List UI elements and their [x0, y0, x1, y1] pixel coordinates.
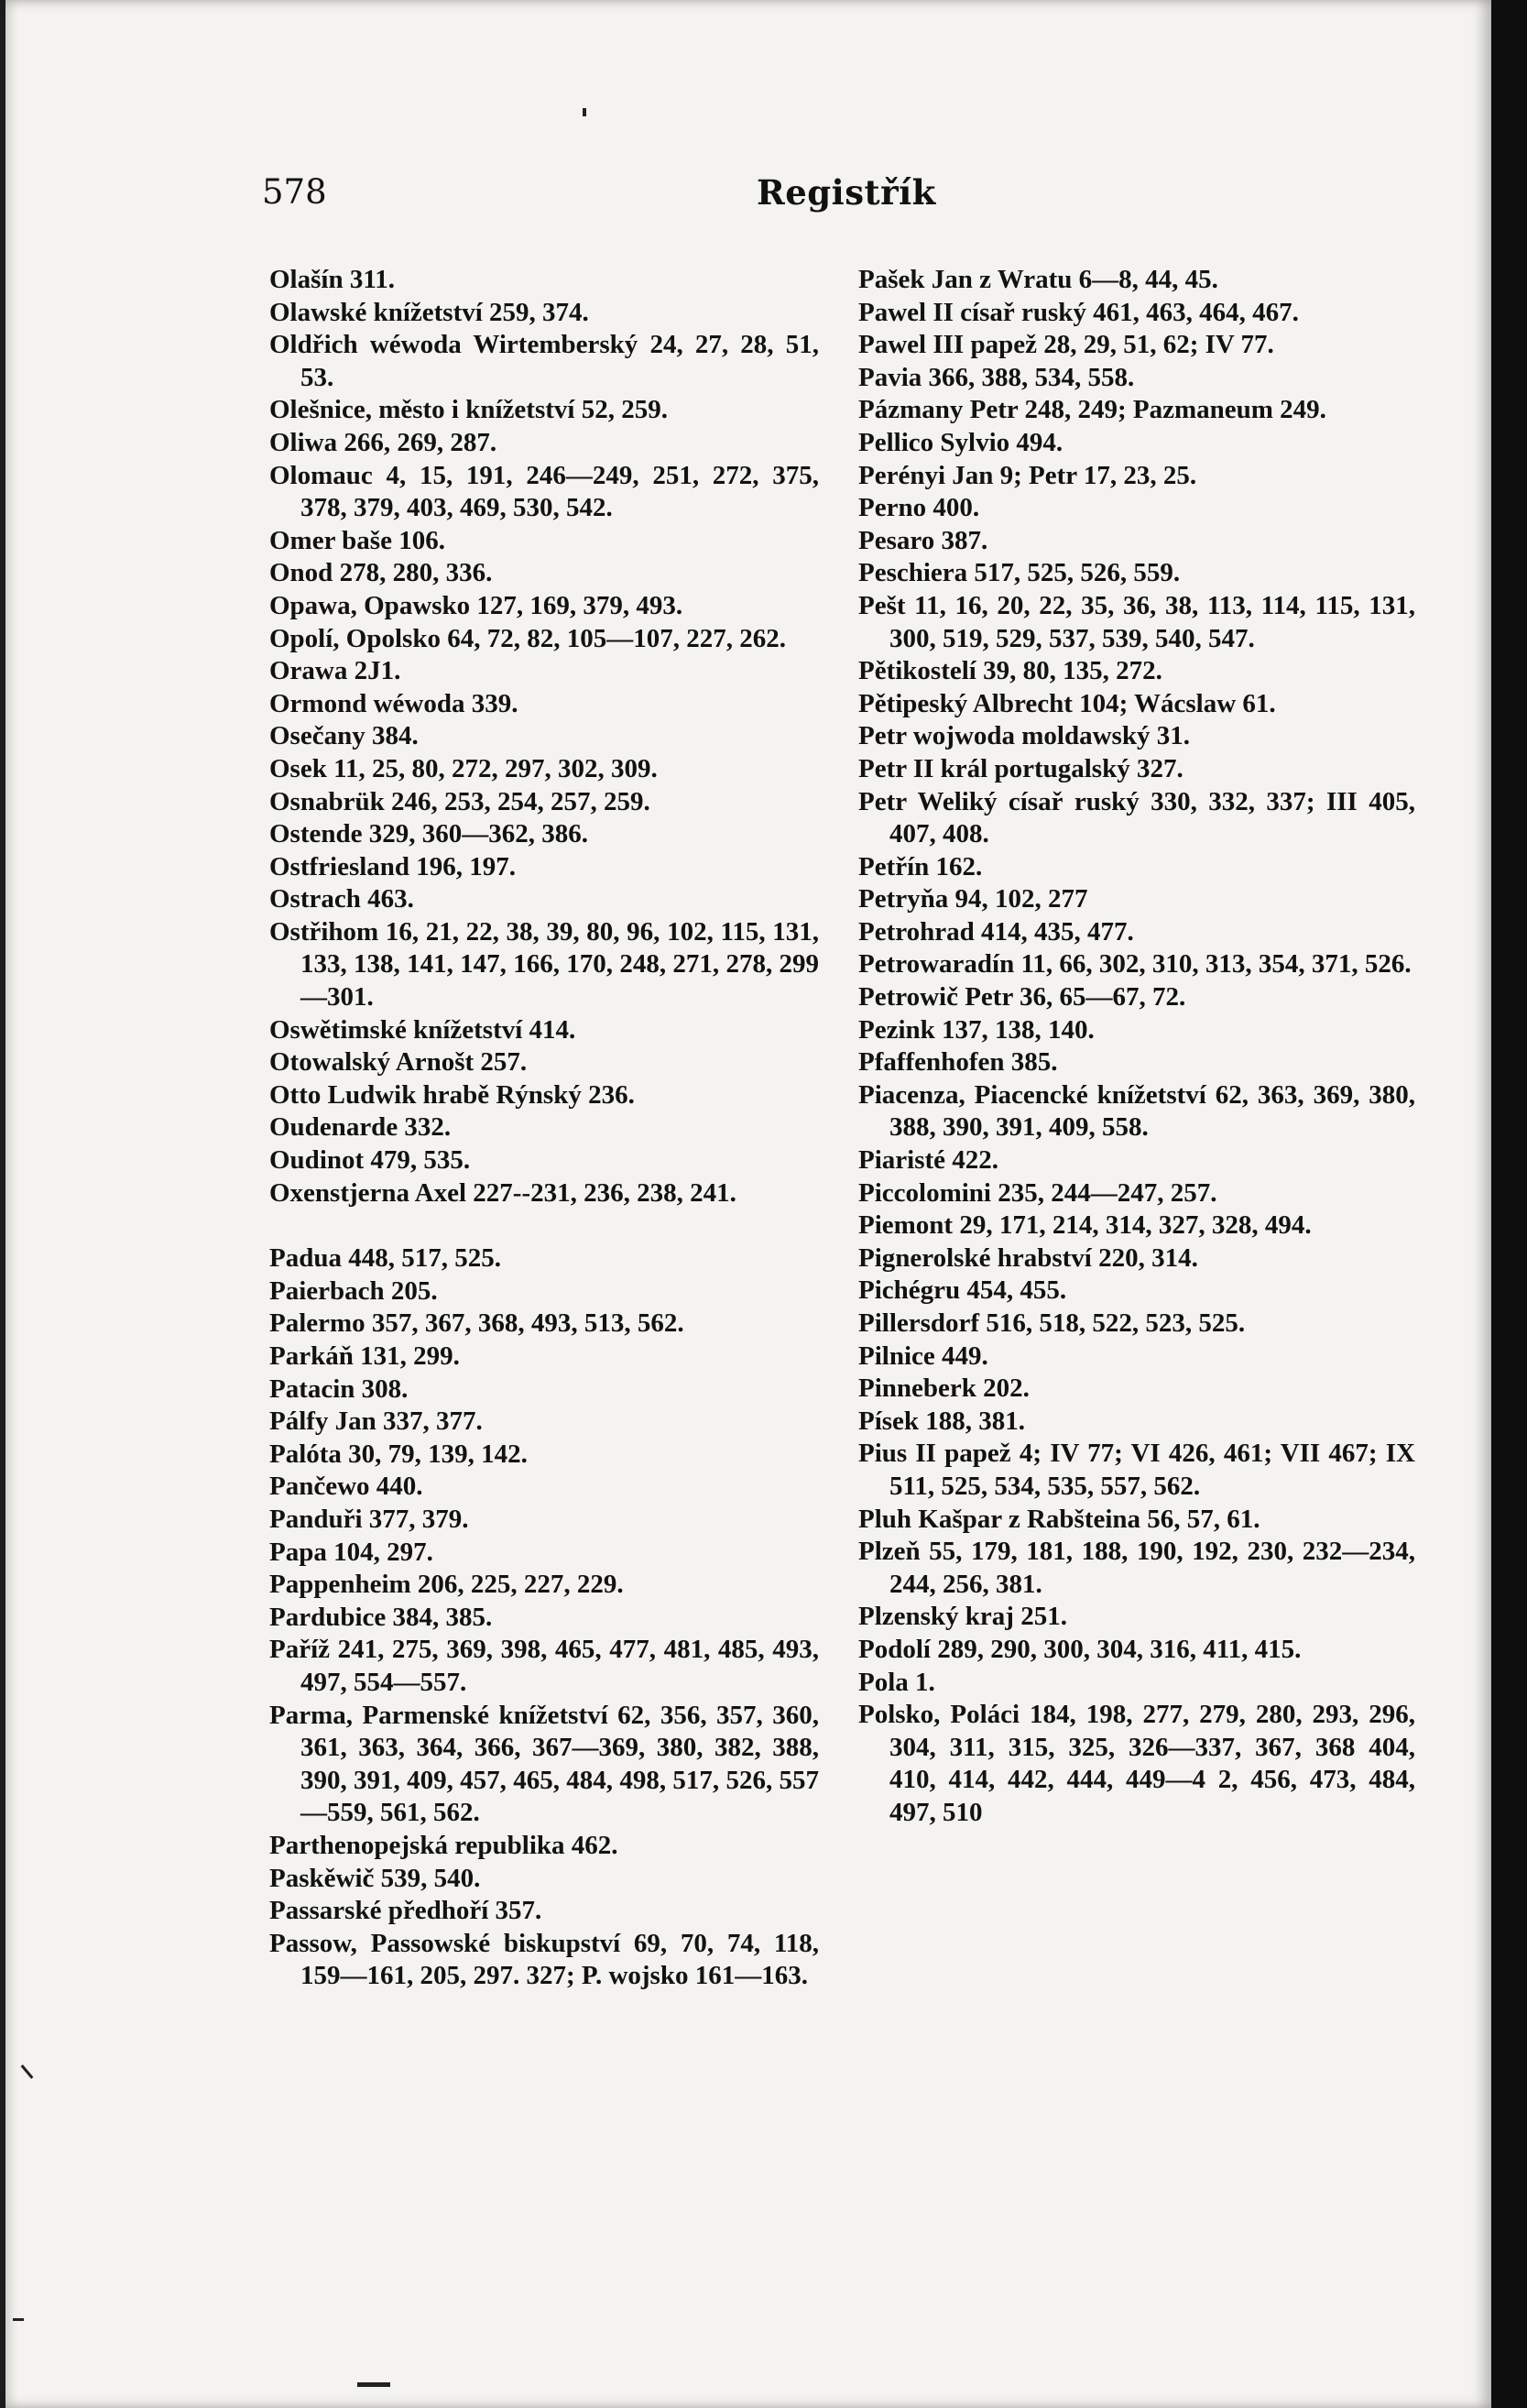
book-page: [5, 0, 1491, 2408]
index-entry: Onod 278, 280, 336.: [269, 558, 493, 588]
index-entry: Ormond wéwoda 339.: [269, 688, 518, 718]
index-entry: Pignerolské hrabství 220, 314.: [858, 1242, 1198, 1273]
index-entry: Passarské předhoří 357.: [269, 1896, 542, 1926]
index-entry: Pappenheim 206, 225, 227, 229.: [269, 1570, 624, 1600]
index-entry: Oudinot 479, 535.: [269, 1145, 471, 1176]
index-entry: Passow, Passowské biskupství 69, 70, 74, 118, 159—161, 205, 297. 327; P. wojsko 161—163.: [269, 1928, 819, 1991]
letter-section-gap: [269, 1209, 819, 1242]
index-entry: Oudenarde 332.: [269, 1112, 452, 1143]
index-entry: Polsko, Poláci 184, 198, 277, 279, 280, 293, 296, 304, 311, 315, 325, 326—337, 367, 368 404, 410, 414, 442, 444, 449—4 2, 456, 473, 484, 497, 510: [858, 1700, 1415, 1827]
index-entry: Peschiera 517, 525, 526, 559.: [858, 558, 1181, 588]
index-entry: Pětipeský Albrecht 104; Wácslaw 61.: [858, 688, 1276, 718]
index-entry: Olešnice, město i knížetství 52, 259.: [269, 395, 668, 425]
scan-speck: [13, 2318, 24, 2321]
index-entry: Palóta 30, 79, 139, 142.: [269, 1439, 528, 1469]
index-entry: Oliwa 266, 269, 287.: [269, 427, 497, 457]
index-entry: Oxenstjerna Axel 227--231, 236, 238, 241.: [269, 1177, 736, 1208]
index-entry: Piccolomini 235, 244—247, 257.: [858, 1177, 1217, 1208]
index-entry: Ostrach 463.: [269, 884, 414, 914]
index-entry: Paierbach 205.: [269, 1275, 438, 1306]
index-entry: Paskěwič 539, 540.: [269, 1863, 481, 1893]
index-entry: Oswětimské knížetství 414.: [269, 1014, 576, 1045]
index-entry: Petr II král portugalský 327.: [858, 753, 1183, 783]
index-entry: Olašín 311.: [269, 265, 395, 294]
index-entry: Piaristé 422.: [858, 1145, 999, 1176]
scan-edge: [1491, 0, 1527, 2408]
index-entry: Perno 400.: [858, 493, 980, 523]
index-entry: Patacin 308.: [269, 1374, 409, 1404]
index-entry: Olomauc 4, 15, 191, 246—249, 251, 272, 375, 378, 379, 403, 469, 530, 542.: [269, 460, 819, 523]
index-entry: Pesaro 387.: [858, 525, 988, 555]
index-entry: Pančewo 440.: [269, 1472, 423, 1502]
scan-speck: [21, 2064, 34, 2079]
page-number: 578: [262, 172, 327, 212]
index-entry: Papa 104, 297.: [269, 1537, 433, 1567]
index-entry: Omer baše 106.: [269, 525, 445, 555]
index-entry: Pichégru 454, 455.: [858, 1275, 1067, 1306]
index-entry: Paříž 241, 275, 369, 398, 465, 477, 481, 485, 493, 497, 554—557.: [269, 1635, 819, 1697]
index-entry: Olawské knížetství 259, 374.: [269, 297, 589, 327]
index-entry: Pešt 11, 16, 20, 22, 35, 36, 38, 113, 114, 115, 131, 300, 519, 529, 537, 539, 540, 547.: [858, 590, 1415, 653]
index-entry: Padua 448, 517, 525.: [269, 1243, 501, 1274]
index-entry: Pillersdorf 516, 518, 522, 523, 525.: [858, 1308, 1246, 1338]
index-entry: Ostfriesland 196, 197.: [269, 851, 517, 881]
index-entry: Oldřich wéwoda Wirtemberský 24, 27, 28, 51, 53.: [269, 330, 819, 392]
index-entry: Otto Ludwik hrabě Rýnský 236.: [269, 1079, 635, 1110]
index-entry: Orawa 2J1.: [269, 656, 401, 686]
index-entry: Pašek Jan z Wratu 6—8, 44, 45.: [858, 265, 1218, 294]
index-entry: Pardubice 384, 385.: [269, 1602, 493, 1632]
index-entry: Otowalský Arnošt 257.: [269, 1047, 528, 1078]
index-column-right: [858, 264, 1415, 1830]
index-entry: Ostende 329, 360—362, 386.: [269, 819, 588, 849]
index-entry: Opolí, Opolsko 64, 72, 82, 105—107, 227, 262.: [269, 623, 786, 653]
index-entry: Pezink 137, 138, 140.: [858, 1014, 1095, 1045]
index-entry: Petřín 162.: [858, 851, 983, 881]
index-entry: Pius II papež 4; IV 77; VI 426, 461; VII 467; IX 511, 525, 534, 535, 557, 562.: [858, 1439, 1415, 1501]
index-entry: Parma, Parmenské knížetství 62, 356, 357, 360, 361, 363, 364, 366, 367—369, 380, 382, 388, 390, 391, 409, 457, 465, 484, 498, 517, 526, 557—559, 561, 562.: [269, 1700, 819, 1828]
scan-speck: [583, 108, 586, 116]
index-entry: Pětikostelí 39, 80, 135, 272.: [858, 656, 1162, 686]
index-entry: Pavia 366, 388, 534, 558.: [858, 362, 1135, 392]
index-entry: Písek 188, 381.: [858, 1406, 1026, 1436]
index-column-left: [269, 264, 819, 1993]
scan-speck: [357, 2382, 390, 2387]
index-entry: Pola 1.: [858, 1667, 935, 1697]
index-entry: Panduři 377, 379.: [269, 1504, 469, 1534]
index-entry: Ostřihom 16, 21, 22, 38, 39, 80, 96, 102, 115, 131, 133, 138, 141, 147, 166, 170, 248, 271, 278, 299—301.: [269, 916, 819, 1012]
page-header: [262, 172, 936, 218]
index-entry: Piacenza, Piacencké knížetství 62, 363, 369, 380, 388, 390, 391, 409, 558.: [858, 1079, 1415, 1143]
index-entry: Podolí 289, 290, 300, 304, 316, 411, 415.: [858, 1634, 1302, 1664]
index-entry: Piemont 29, 171, 214, 314, 327, 328, 494.: [858, 1210, 1312, 1241]
index-entry: Petryňa 94, 102, 277: [858, 884, 1088, 914]
index-entry: Pluh Kašpar z Rabšteina 56, 57, 61.: [858, 1504, 1260, 1534]
index-entry: Parthenopejská republika 462.: [269, 1830, 618, 1860]
index-entry: Pawel III papež 28, 29, 51, 62; IV 77.: [858, 330, 1274, 360]
index-entry: Petrowič Petr 36, 65—67, 72.: [858, 982, 1186, 1012]
index-entry: Osek 11, 25, 80, 272, 297, 302, 309.: [269, 753, 658, 783]
index-entry: Plzeň 55, 179, 181, 188, 190, 192, 230, 232—234, 244, 256, 381.: [858, 1537, 1415, 1599]
index-entry: Pálfy Jan 337, 377.: [269, 1406, 483, 1437]
index-entry: Pellico Sylvio 494.: [858, 427, 1063, 457]
index-entry: Palermo 357, 367, 368, 493, 513, 562.: [269, 1308, 684, 1339]
index-entry: Plzenský kraj 251.: [858, 1602, 1067, 1632]
index-entry: Petrowaradín 11, 66, 302, 310, 313, 354, 371, 526.: [858, 949, 1412, 980]
index-entry: Osnabrük 246, 253, 254, 257, 259.: [269, 786, 650, 816]
index-entry: Perényi Jan 9; Petr 17, 23, 25.: [858, 460, 1197, 490]
index-entry: Opawa, Opawsko 127, 169, 379, 493.: [269, 590, 683, 620]
index-entry: Petrohrad 414, 435, 477.: [858, 916, 1134, 947]
index-entry: Pázmany Petr 248, 249; Pazmaneum 249.: [858, 395, 1326, 425]
running-title: Registřík: [757, 172, 936, 213]
index-entry: Petr Weliký císař ruský 330, 332, 337; III 405, 407, 408.: [858, 786, 1415, 849]
index-entry: Parkáň 131, 299.: [269, 1341, 460, 1371]
index-entry: Petr wojwoda moldawský 31.: [858, 721, 1190, 751]
index-entry: Pfaffenhofen 385.: [858, 1047, 1058, 1078]
index-entry: Pinneberk 202.: [858, 1374, 1030, 1404]
index-entry: Pawel II císař ruský 461, 463, 464, 467.: [858, 297, 1299, 327]
index-entry: Osečany 384.: [269, 721, 419, 751]
index-entry: Pilnice 449.: [858, 1341, 988, 1371]
